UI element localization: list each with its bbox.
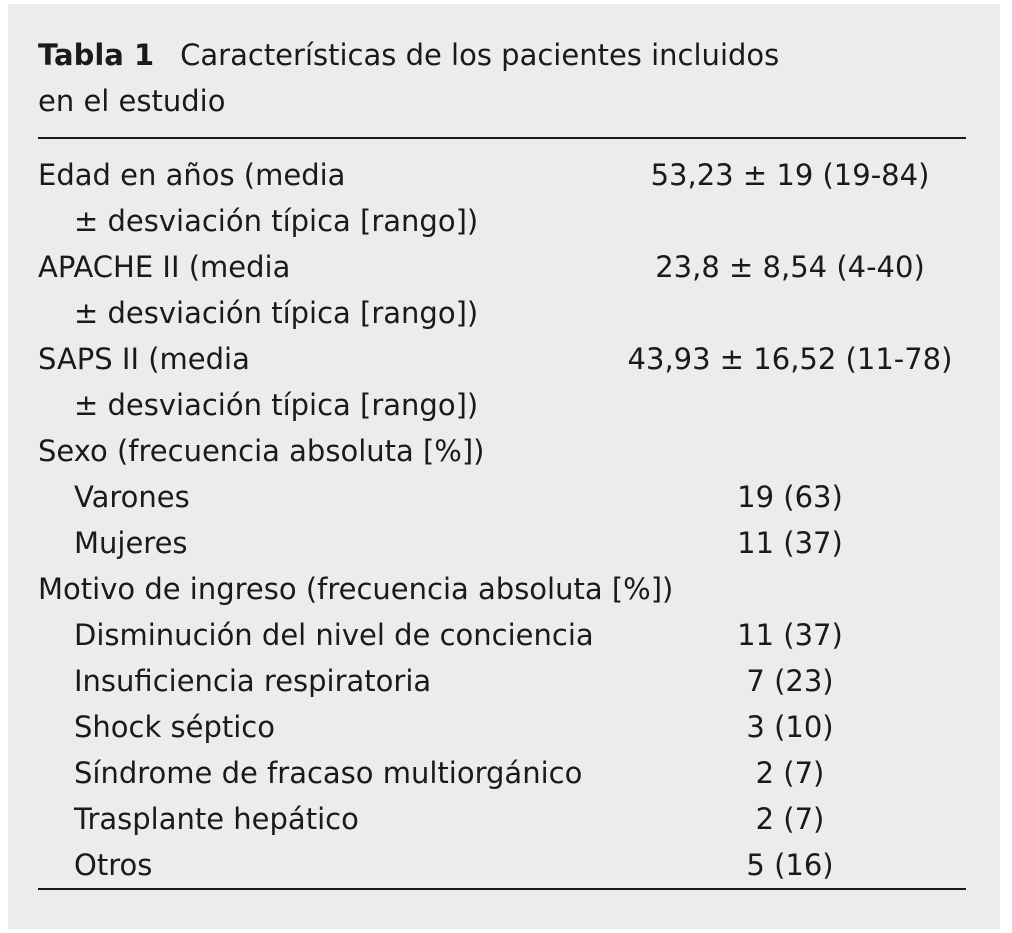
table-title: Características de los pacientes incluidos	[180, 38, 780, 72]
table-row-continuation	[38, 382, 966, 428]
bottom-rule	[38, 888, 966, 890]
caption-line-2: en el estudio	[38, 84, 226, 118]
row-value: 19 (63)	[737, 480, 843, 514]
row-label: APACHE II (media	[38, 250, 291, 284]
row-label: Varones	[74, 480, 190, 514]
row-value: 43,93 ± 16,52 (11-78)	[627, 342, 953, 376]
section-heading	[38, 566, 966, 612]
row-value: 11 (37)	[737, 618, 843, 652]
table-row	[38, 520, 966, 566]
row-value: 11 (37)	[737, 526, 843, 560]
row-value: 53,23 ± 19 (19-84)	[650, 158, 930, 192]
table-row	[38, 152, 966, 198]
table-number: Tabla 1	[38, 38, 155, 72]
row-value: 2 (7)	[755, 756, 825, 790]
row-value: 3 (10)	[746, 710, 834, 744]
table-body	[38, 152, 966, 888]
table-row-continuation	[38, 198, 966, 244]
row-label: Síndrome de fracaso multiorgánico	[74, 756, 583, 790]
row-value: 7 (23)	[746, 664, 834, 698]
table-row	[38, 474, 966, 520]
row-label: Disminución del nivel de conciencia	[74, 618, 594, 652]
row-label: Shock séptico	[74, 710, 275, 744]
table-row-continuation	[38, 290, 966, 336]
table-row	[38, 244, 966, 290]
row-value: 2 (7)	[755, 802, 825, 836]
row-value: 5 (16)	[746, 848, 834, 882]
motivo-heading: Motivo de ingreso (frecuencia absoluta [%])	[38, 572, 674, 606]
row-label: Mujeres	[74, 526, 188, 560]
row-label: Trasplante hepático	[74, 802, 359, 836]
caption-line-1	[38, 32, 938, 78]
row-label-continuation: ± desviación típica [rango])	[74, 296, 479, 330]
table-caption	[38, 32, 938, 124]
row-label: Otros	[74, 848, 153, 882]
table-row	[38, 658, 966, 704]
row-label: Edad en años (media	[38, 158, 346, 192]
top-rule	[38, 137, 966, 139]
table-row	[38, 796, 966, 842]
table-row	[38, 704, 966, 750]
table-row	[38, 336, 966, 382]
row-label: Insuficiencia respiratoria	[74, 664, 432, 698]
table-row	[38, 842, 966, 888]
row-value: 23,8 ± 8,54 (4-40)	[655, 250, 925, 284]
section-heading	[38, 428, 966, 474]
table-row	[38, 750, 966, 796]
row-label: SAPS II (media	[38, 342, 250, 376]
table-row	[38, 612, 966, 658]
row-label-continuation: ± desviación típica [rango])	[74, 388, 479, 422]
row-label-continuation: ± desviación típica [rango])	[74, 204, 479, 238]
sexo-heading: Sexo (frecuencia absoluta [%])	[38, 434, 485, 468]
